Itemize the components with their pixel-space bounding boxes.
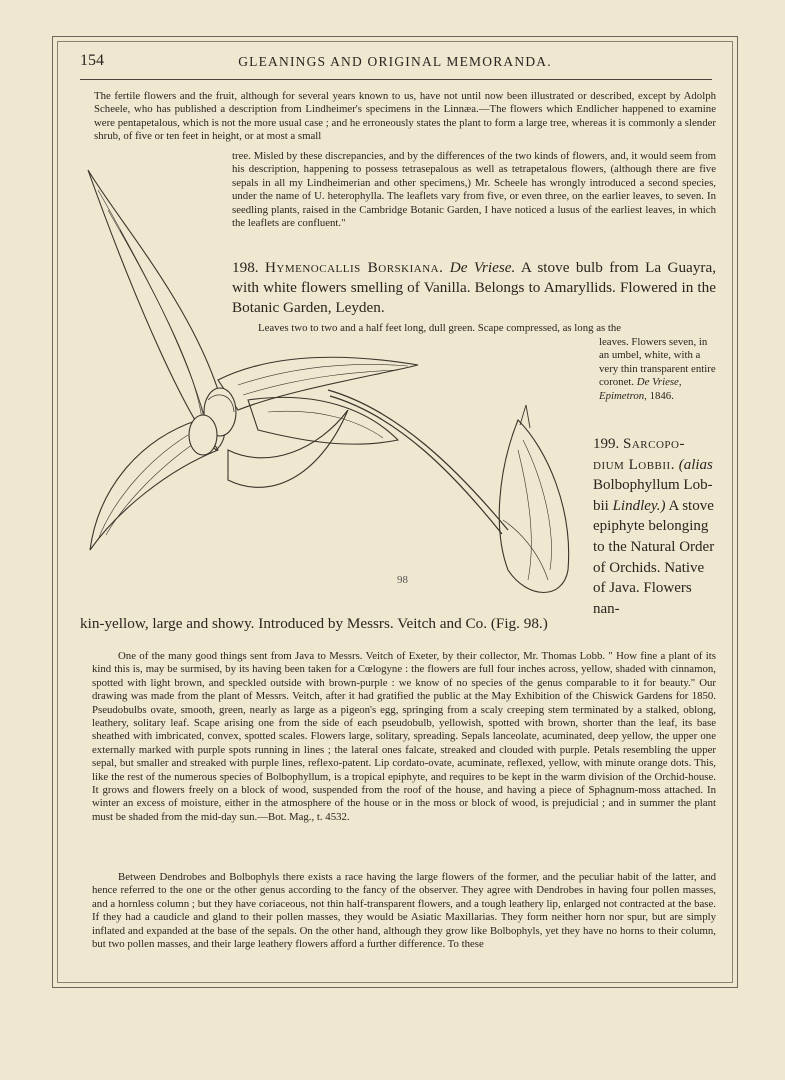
entry-199-heading	[593, 434, 717, 619]
entry-199-body-continued: Between Dendrobes and Bolbophyls there exists a race having the large flowers of the former, and the peculiar habit of the latter, and hence referred to the one or the other genus according to the fancy of the observer. They agree with Dendrobes in having four pollen masses, and a hornless column ; but they have coriaceous, not thin half-transparent flowers, and a tough leathery lip, enlarged not contracted at the base. If they had a caudicle and gland to their pollen masses, they would be Asiatic Maxillarias. They form neither horn nor spur, but are simply inflated and expanded at the base of the sepals. On the other hand, although they grow like Bolbophyls, yet they have no horns to their column, but two pollen masses, and their large leathery flowers afford a further difference. To these	[92, 871, 716, 951]
entry-198-desc: Leaves two to two and a half feet long, dull green. Scape compressed, as long as the	[258, 322, 622, 334]
entry-199-synonym: Bolbophyllum Lob- bii	[593, 477, 713, 514]
figure-label: 98	[397, 574, 408, 586]
entry-198-heading	[232, 258, 716, 318]
header-rule	[80, 79, 712, 80]
entry-198-author: De Vriese.	[449, 259, 516, 276]
entry-198-name: Hymenocallis Borskiana.	[264, 259, 444, 276]
orchid-engraving-icon	[78, 150, 598, 620]
page-number: 154	[80, 52, 104, 69]
running-head: GLEANINGS AND ORIGINAL MEMORANDA.	[238, 54, 552, 69]
entry-198-desc-b: leaves. Flowers seven, in an umbel, white, with a very thin transparent entire coronet.	[599, 336, 716, 389]
bud	[499, 420, 568, 593]
entry-199-synonym-author: Lindley.)	[612, 497, 666, 514]
entry-198-number: 198.	[232, 259, 259, 276]
entry-199-body: One of the many good things sent from Java to Messrs. Veitch of Exeter, by their collector, Mr. Thomas Lobb. " How fine a plant of its kind this is, may be surmised, by its having been taken for a Cœlogyne : the flowers are full four inches across, yellow, shaded with cinnamon, spotted with light brown, and speckled outside with brown-purple : we know of no species of the genus comparable to it for beauty." Our drawing was made from the plant of Messrs. Veitch, after it had gratified the public at the May Exhibition of the Chiswick Gardens for 1850. Pseudobulbs ovate, smooth, green, nearly as large as a pigeon's egg, springing from a scaly creeping stem terminated by a stalked, oblong, leathery, solitary leaf. Scape arising one from the side of each pseudobulb, yellowish, spotted with brown, shorter than the leaf, its base sheathed with imbricated, convex, spotted scales. Flowers large, solitary, spreading. Sepals lanceolate, acuminated, deep yellow, the upper one externally marked with purple spots running in lines ; the lateral ones falcate, streaked and clouded with purple. Petals resembling the upper sepal, but smaller and streaked with purple lines, reflexo-patent. Lip cordato-ovate, acuminate, reflexed, yellow, with minute orange dots. This, like the rest of the numerous species of Bolbophyllum, is a tropical epiphyte, and requires to be kept in the warm division of the Orchid-house. It grows and flowers freely on a block of wood, suspended from the roof of the house, and having a piece of Sphagnum-moss attached. In winter an excess of moisture, either in the atmosphere of the house or in the moss or block of wood, is prejudicial ; and in summer the plant must be shaded from the mid-day sun.—Bot. Mag., t. 4532.	[92, 650, 716, 823]
entry-198-desc-continued	[599, 336, 717, 403]
opening-paragraph: The fertile flowers and the fruit, although for several years known to us, have not until now been illustrated or described, except by Adolph Scheele, who has published a description from Lindheimer's specimens in the Linnæa.—The flowers which Endlicher happened to examine were pentapetalous, which is not the more usual case ; and he erroneously states the plant to form a large tree, whereas it is commonly a slender shrub, of five or ten feet in height, or at most a small	[94, 90, 716, 143]
entry-199-lead-end: kin-yellow, large and showy. Introduced by Messrs. Veitch and Co. (Fig. 98.)	[80, 615, 548, 632]
entry-199-number: 199.	[593, 436, 620, 452]
entry-199-name-start: Sarcopo-	[623, 436, 685, 452]
entry-198-lead-text: A stove bulb from La Guayra, with white flowers smelling of Vanilla. Belongs to Amaryllids. Flowered in the Botanic Garden, Leyden.	[232, 259, 716, 316]
lateral-sepal	[228, 410, 348, 487]
page-header	[80, 52, 710, 76]
lower-right-sepal	[248, 397, 398, 444]
entry-199-name-end: dium Lobbii.	[593, 456, 675, 473]
opening-paragraph-continued: tree. Misled by these discrepancies, and by the differences of the two kinds of flowers, and, it would seem from his description, happening to possess tetrasepalous as well as tetrapetalous flowers, (although there are five sepals in all my Lindheimerian and other specimens,) Mr. Scheele has wrongly introduced a second species, under the name of U. heterophylla. The leaflets vary from five, or even three, on the earlier leaves, to seven. In seedling plants, raised in the Cambridge Botanic Garden, I have noticed a lusus of the earliest leaves, in which the leaflets are confluent."	[232, 150, 716, 230]
bud-tip	[520, 405, 530, 428]
right-petal	[218, 357, 418, 410]
entry-199-alias: (alias	[678, 456, 713, 473]
entry-199-lead-text: A stove epiphyte belonging to the Natural Order of Orchids. Native of Java. Flowers nan-	[593, 497, 715, 617]
entry-198-citation: De Vriese, Epimetron,	[599, 376, 682, 402]
entry-198-year: 1846.	[649, 389, 674, 402]
